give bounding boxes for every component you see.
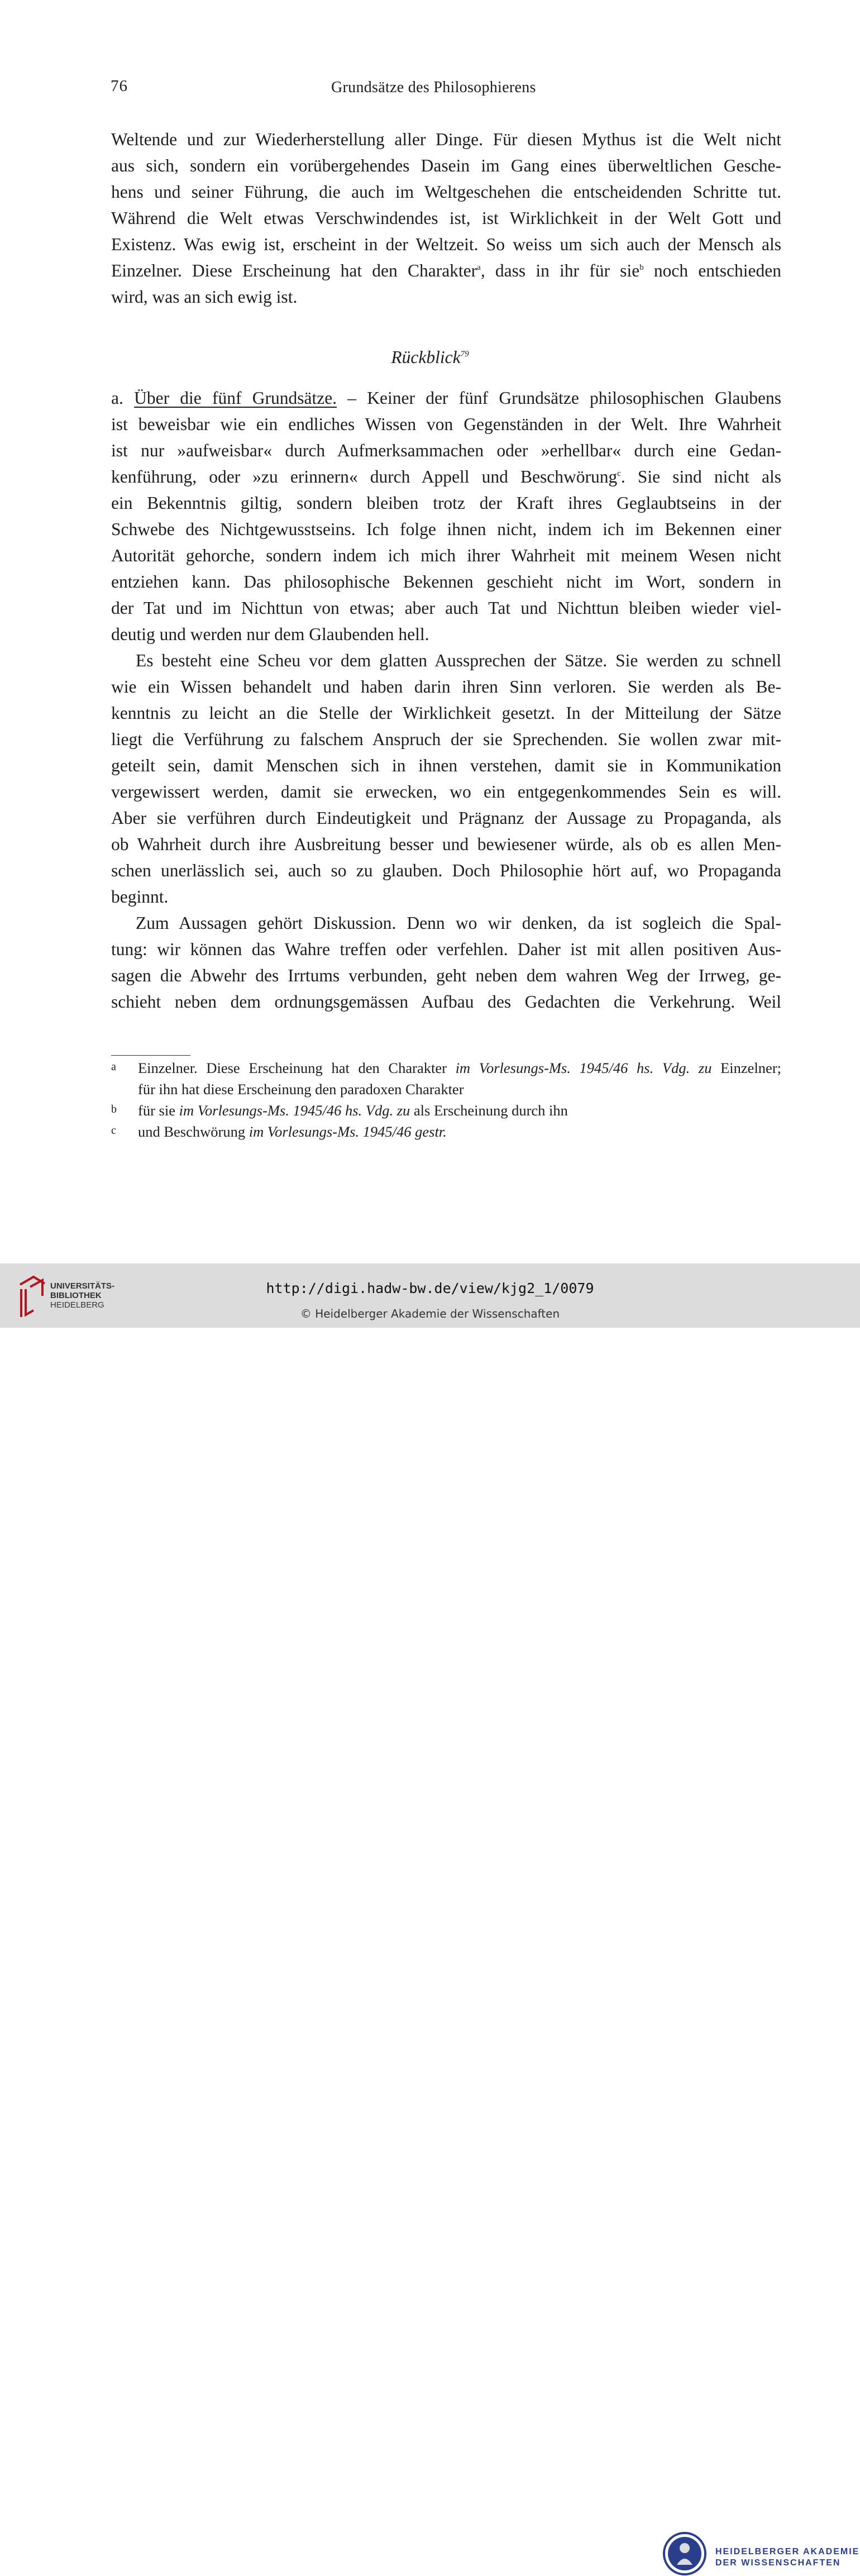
- text-line: geteilt sein, damit Menschen sich in ihnen verstehen, damit sie in Kommunikation: [111, 756, 781, 775]
- text-line: [111, 257, 781, 284]
- text-segment: Einzelner. Diese Erscheinung hat den Charakter: [111, 261, 477, 280]
- text-line: ein Bekenntnis giltig, sondern bleiben trotz der Kraft ihres Geglaubtseins in der: [111, 493, 781, 513]
- text-line: liegt die Verführung zu falschem Anspruch der sie Sprechenden. Sie wollen zwar mit-: [111, 729, 781, 749]
- footnote-mark: b: [111, 1103, 117, 1115]
- footnote-mark: c: [111, 1124, 116, 1137]
- text-line: wird, was an sich ewig ist.: [111, 287, 298, 307]
- text-segment: a.: [111, 388, 135, 408]
- text-segment: noch entschieden: [643, 261, 782, 280]
- text-line: ist beweisbar wie ein endliches Wissen von Gegenständen in der Welt. Ihre Wahrheit: [111, 414, 781, 434]
- footnotes: [111, 1057, 781, 1142]
- text-line: beginnt.: [111, 887, 169, 907]
- text-line: Es besteht eine Scheu vor dem glatten Aussprechen der Sätze. Sie werden zu schnell: [136, 651, 781, 670]
- footnote-italic: im Vorlesungs-Ms. 1945/46 hs. Vdg. zu: [455, 1060, 712, 1076]
- text-line: deutig und werden nur dem Glaubenden hell.: [111, 624, 429, 644]
- text-line: ist nur »aufweisbar« durch Aufmerksammachen oder »erhellbar« durch eine Gedan-: [111, 441, 781, 460]
- text-line: ob Wahrheit durch ihre Ausbreitung besser und bewiesener würde, als ob es allen Men-: [111, 834, 781, 854]
- running-title: Grundsätze des Philosophierens: [331, 79, 536, 96]
- text-line: entziehen kann. Das philosophische Bekennen geschieht nicht im Wort, sondern in: [111, 572, 781, 591]
- academy-label: [715, 2546, 859, 2569]
- text-line: schen unerlässlich sei, auch so zu glauben. Doch Philosophie hört auf, wo Propaganda: [111, 861, 781, 880]
- footnote-a: [111, 1057, 781, 1079]
- text-line: Autorität gehorche, sondern indem ich mich ihrer Wahrheit mit meinem Wesen nicht: [111, 546, 781, 565]
- ub-label-line: BIBLIOTHEK: [50, 1291, 102, 1300]
- footnote-text: und Beschwörung: [138, 1123, 249, 1140]
- text-line: Aber sie verführen durch Eindeutigkeit und Prägnanz der Aussage zu Propaganda, als: [111, 808, 781, 828]
- footnote-b: [111, 1100, 781, 1121]
- footnote-ref-b[interactable]: b: [639, 263, 644, 272]
- footnote-ref-c[interactable]: c: [617, 469, 621, 478]
- section-title: [0, 347, 860, 368]
- footnote-text: Einzelner;: [711, 1060, 782, 1076]
- text-line: Zum Aussagen gehört Diskussion. Denn wo wir denken, da ist sogleich die Spal-: [136, 913, 781, 933]
- text-line: [111, 385, 781, 411]
- text-line: schieht neben dem ordnungsgemässen Aufbau des Gedachten die Verkehrung. Weil: [111, 992, 781, 1012]
- footnote-text: Einzelner. Diese Erscheinung hat den Charakter: [138, 1060, 456, 1076]
- intro-paragraph: [111, 126, 781, 310]
- footnote-ref-a[interactable]: a: [477, 263, 481, 272]
- text-line: Schwebe des Nichtgewusstseins. Ich folge ihnen nicht, indem ich im Bekennen einer: [111, 519, 781, 539]
- text-segment: kenführung, oder »zu erinnern« durch Appell und Beschwörung: [111, 467, 618, 486]
- academy-seal-icon[interactable]: [662, 2531, 707, 2576]
- ub-label-line: HEIDELBERG: [50, 1300, 104, 1310]
- text-line: [111, 464, 781, 490]
- page-number: 76: [111, 77, 128, 95]
- subsection-heading: Über die fünf Grundsätze.: [134, 388, 337, 408]
- academy-label-line: DER WISSENSCHAFTEN: [715, 2558, 841, 2568]
- section-note-ref[interactable]: 79: [460, 350, 469, 359]
- academy-label-line: HEIDELBERGER AKADEMIE: [715, 2547, 860, 2556]
- footnote-separator: [111, 1055, 190, 1056]
- section-title-text: Rückblick: [391, 347, 461, 367]
- text-line: wie ein Wissen behandelt und haben darin ihren Sinn verloren. Sie werden als Be-: [111, 677, 781, 697]
- text-line: Weltende und zur Wiederherstellung aller Dinge. Für diesen Mythus ist die Welt nicht: [111, 130, 781, 149]
- main-text: [111, 385, 781, 1015]
- text-line: hens und seiner Führung, die auch im Weltgeschehen die entscheidenden Schritte tut.: [111, 182, 781, 202]
- footnote-mark: a: [111, 1061, 116, 1073]
- footnote-text: für sie: [138, 1102, 179, 1119]
- text-segment: , dass in ihr für sie: [480, 261, 640, 280]
- text-line: Existenz. Was ewig ist, erscheint in der Weltzeit. So weiss um sich auch der Mensch als: [111, 235, 781, 254]
- footnote-text: als Erscheinung durch ihn: [410, 1102, 568, 1119]
- text-segment: . Sie sind nicht als: [620, 467, 781, 486]
- text-line: kenntnis zu leicht an die Stelle der Wirklichkeit gesetzt. In der Mitteilung der Sätze: [111, 703, 781, 723]
- footnote-italic: im Vorlesungs-Ms. 1945/46 gestr.: [249, 1123, 447, 1140]
- footnote-c: [111, 1121, 781, 1142]
- source-url-link[interactable]: http://digi.hadw-bw.de/view/kjg2_1/0079: [266, 1280, 594, 1296]
- text-line: tung: wir können das Wahre treffen oder verfehlen. Daher ist mit allen positiven Aus-: [111, 939, 781, 959]
- footnote-a-continuation: für ihn hat diese Erscheinung den paradoxen Charakter: [138, 1081, 464, 1098]
- text-line: sagen die Abwehr des Irrtums verbunden, geht neben dem wahren Weg der Irrweg, ge-: [111, 966, 781, 985]
- text-segment: – Keiner der fünf Grundsätze philosophischen Glaubens: [337, 388, 781, 408]
- text-line: der Tat und im Nichttun von etwas; aber auch Tat und Nichttun bleiben wieder viel-: [111, 598, 781, 618]
- ub-label-line: UNIVERSITÄTS-: [50, 1281, 115, 1291]
- copyright-notice: © Heidelberger Akademie der Wissenschaften: [300, 1307, 560, 1320]
- footnote-italic: im Vorlesungs-Ms. 1945/46 hs. Vdg. zu: [179, 1102, 410, 1119]
- text-line: aus sich, sondern ein vorübergehendes Dasein im Gang eines überweltlichen Gesche-: [111, 156, 781, 175]
- text-line: vergewissert werden, damit sie erwecken, wo ein entgegenkommendes Sein es will.: [111, 782, 781, 802]
- text-line: Während die Welt etwas Verschwindendes ist, ist Wirklichkeit in der Welt Gott und: [111, 208, 781, 228]
